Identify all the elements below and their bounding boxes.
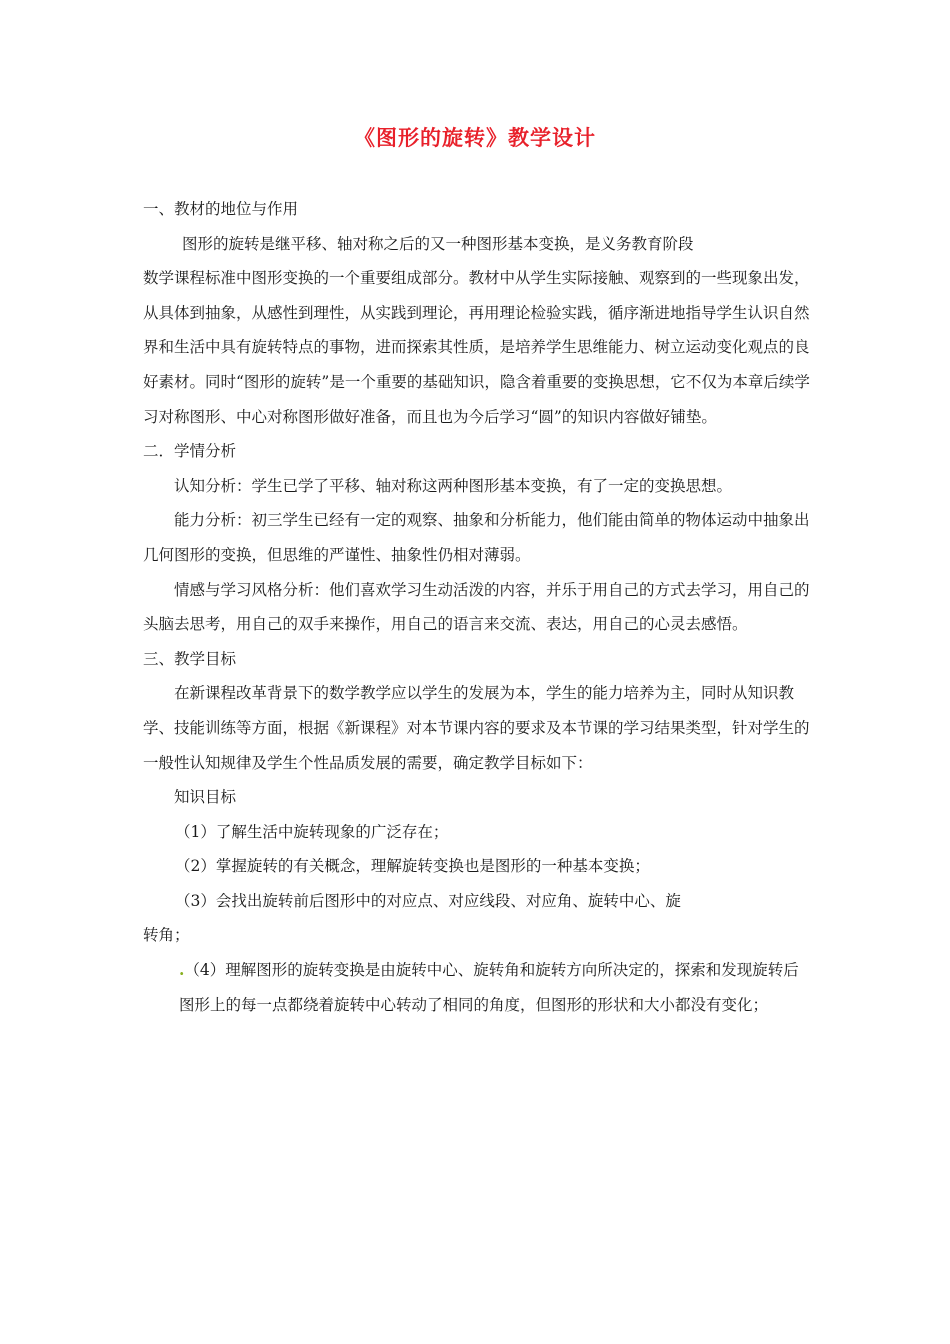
section1-para-line1: 图形的旋转是继平移、轴对称之后的又一种图形基本变换，是义务教育阶段 (182, 234, 694, 253)
margin-mark: . (179, 960, 185, 980)
objective-item-3-line2: 转角； (143, 926, 190, 945)
objectives-intro-para: 在新课程改革背景下的数学教学应以学生的发展为本，学生的能力培养为主，同时从知识教学、技能训练等方面，根据《新课程》对本节课内容的要求及本节课的学习结果类型，针对学生的一般性认知规律及学生个性品质发展的需要，确定教学目标如下： (143, 684, 810, 772)
objective-item-4-text: （4）理解图形的旋转变换是由旋转中心、旋转角和旋转方向所决定的，探索和发现旋转后图形上的每一点都绕着旋转中心转动了相同的角度，但图形的形状和大小都没有变化； (179, 961, 799, 1014)
section-heading-1: 一、教材的地位与作用 (143, 200, 299, 218)
document-title: 《图形的旋转》教学设计 (354, 125, 596, 150)
document-body (143, 192, 813, 1022)
emotion-analysis-para: 情感与学习风格分析：他们喜欢学习生动活泼的内容，并乐于用自己的方式去学习，用自己的头脑去思考，用自己的双手来操作，用自己的语言来交流、表达，用自己的心灵去感悟。 (143, 580, 810, 634)
objective-item-2: （2）掌握旋转的有关概念，理解旋转变换也是图形的一种基本变换； (175, 857, 650, 876)
ability-analysis-para: 能力分析：初三学生已经有一定的观察、抽象和分析能力，他们能由简单的物体运动中抽象出几何图形的变换，但思维的严谨性、抽象性仍相对薄弱。 (143, 511, 810, 564)
cognitive-analysis-para: 认知分析：学生已学了平移、轴对称这两种图形基本变换，有了一定的变换思想。 (174, 476, 733, 495)
objective-item-4 (143, 953, 813, 1022)
knowledge-objectives-heading: 知识目标 (174, 788, 237, 807)
section-heading-2: 二．学情分析 (143, 442, 237, 461)
objective-item-3-line1: （3）会找出旋转前后图形中的对应点、对应线段、对应角、旋转中心、旋 (175, 891, 681, 910)
section-heading-3: 三、教学目标 (143, 649, 237, 668)
section1-para-rest: 数学课程标准中图形变换的一个重要组成部分。教材中从学生实际接触、观察到的一些现象出发，从具体到抽象，从感性到理性，从实践到理论，再用理论检验实践，循序渐进地指导学生认识自然界和生活中具有旋转特点的事物，进而探索其性质，是培养学生思维能力、树立运动变化观点的良好素材。同时“图形的旋转”是一个重要的基础知识，隐含着重要的变换思想，它不仅为本章后续学习对称图形、中心对称图形做好准备，而且也为今后学习“圆”的知识内容做好铺垫。 (143, 269, 810, 426)
objective-item-1: （1）了解生活中旋转现象的广泛存在； (175, 822, 449, 841)
